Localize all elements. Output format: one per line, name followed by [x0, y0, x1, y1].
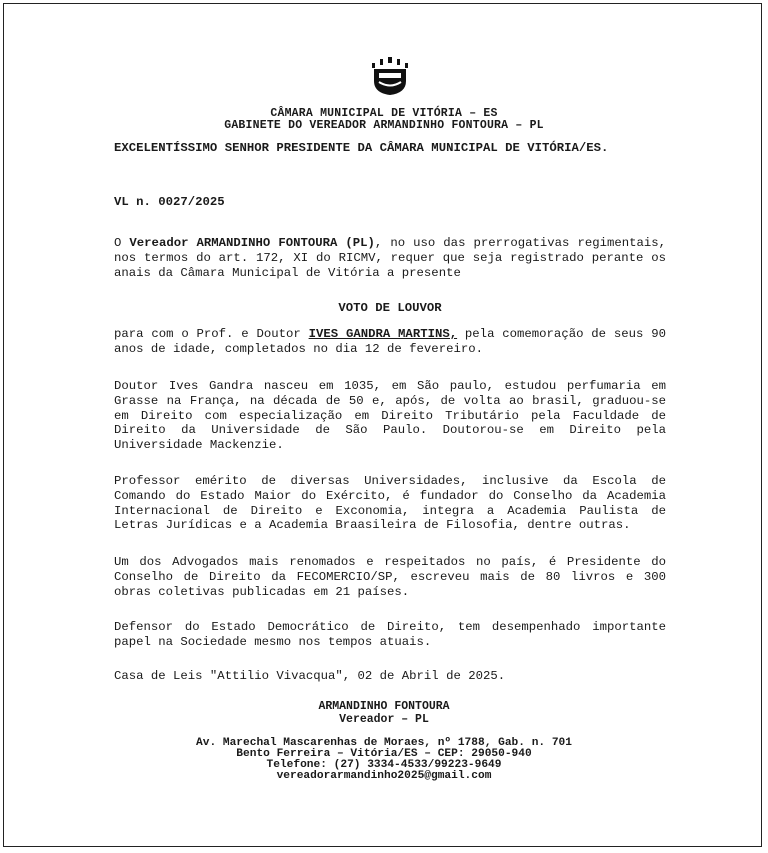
motion-title: VOTO DE LOUVOR	[338, 301, 442, 315]
biography-paragraph: Doutor Ives Gandra nasceu em 1035, em São paulo, estudou perfumaria em Grasse na França, na década de 50 e, após, de volta ao brasil, graduou-se em Direito com especialização em Direito Tributário pela Faculdade de Direito da Universidade de São Paulo. Doutorou-se em Direito pela Universidade Mackenzie.	[114, 379, 666, 453]
intro-paragraph	[114, 236, 666, 280]
header-line-office: GABINETE DO VEREADOR ARMANDINHO FONTOURA – PL	[224, 119, 544, 132]
footer-phone: Telefone: (27) 3334-4533/99223-9649	[266, 759, 502, 771]
intro-author: Vereador ARMANDINHO FONTOURA (PL)	[129, 236, 375, 250]
honoree-name: IVES GANDRA MARTINS,	[308, 327, 458, 341]
honoree-paragraph	[114, 327, 666, 357]
addressee: EXCELENTÍSSIMO SENHOR PRESIDENTE DA CÂMARA MUNICIPAL DE VITÓRIA/ES.	[114, 141, 609, 155]
document-number: VL n. 0027/2025	[114, 195, 225, 209]
signature-name: ARMANDINHO FONTOURA	[318, 700, 450, 713]
footer-address-2: Bento Ferreira – Vitória/ES – CEP: 29050-940	[236, 748, 532, 760]
intro-prefix: O	[114, 236, 130, 250]
career-paragraph: Professor emérito de diversas Universidades, inclusive da Escola de Comando do Estado Maior do Exército, é fundador do Conselho da Academia Internacional de Direito e Exconomia, integra a Academia Paulista de Letras Jurídicas e a Academia Braasileira de Filosofia, dentre outras.	[114, 474, 666, 533]
honoree-before: para com o Prof. e Doutor	[114, 327, 309, 341]
honoree-after: pela comemoração de seus 90 anos de idade, completados no dia 12 de fevereiro.	[114, 327, 666, 356]
intro-rest: , no uso das prerrogativas regimentais, nos termos do art. 172, XI do RICMV, requer que seja registrado perante os anais da Câmara Municipal de Vitória a presente	[114, 236, 666, 280]
header-line-chamber: CÂMARA MUNICIPAL DE VITÓRIA – ES	[270, 107, 498, 120]
place-date: Casa de Leis "Attilio Vivacqua", 02 de Abril de 2025.	[114, 669, 506, 683]
democracy-paragraph: Defensor do Estado Democrático de Direito, tem desempenhado importante papel na Sociedade mesmo nos tempos atuais.	[114, 620, 666, 649]
city-crest-icon	[369, 54, 411, 96]
footer-address-1: Av. Marechal Mascarenhas de Moraes, nº 1788, Gab. n. 701	[196, 737, 572, 749]
footer-email: vereadorarmandinho2025@gmail.com	[276, 770, 492, 782]
renown-paragraph: Um dos Advogados mais renomados e respeitados no país, é Presidente do Conselho de Direito da FECOMERCIO/SP, escreveu mais de 80 livros e 300 obras coletivas publicadas em 21 países.	[114, 555, 666, 599]
signature-role: Vereador – PL	[339, 713, 429, 726]
